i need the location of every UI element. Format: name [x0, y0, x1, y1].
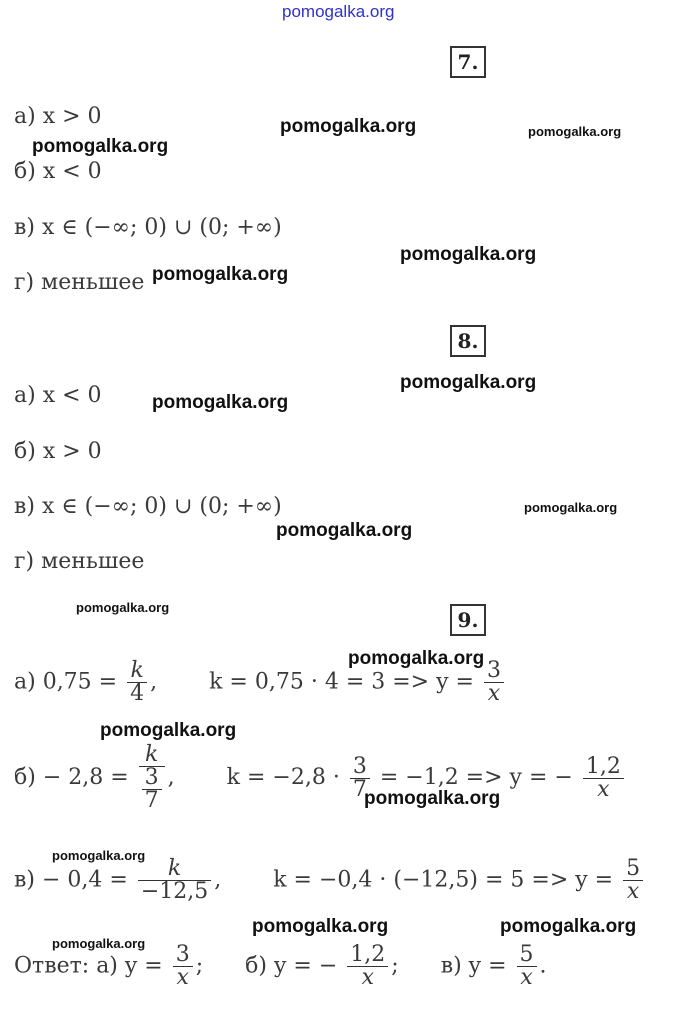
answer-b-fraction	[347, 944, 388, 989]
watermark: pomogalka.org	[400, 244, 537, 265]
watermark: pomogalka.org	[400, 372, 537, 393]
task-7-number: 7.	[450, 46, 486, 78]
watermark: pomogalka.org	[52, 936, 146, 951]
frac-denominator: 4	[127, 682, 147, 705]
task-9-a-comma: ,	[150, 669, 158, 695]
task-8-answer-v: в) x ∈ (−∞; 0) ∪ (0; +∞)	[14, 494, 282, 519]
watermark: pomogalka.org	[152, 392, 289, 413]
watermark: pomogalka.org	[348, 648, 485, 669]
frac-numerator: 3	[175, 942, 190, 967]
frac-numerator: 3	[352, 753, 367, 779]
task-8-answer-g: г) меньшее	[14, 549, 145, 574]
answer-v-label: в) y =	[440, 953, 507, 979]
frac-denominator: 7	[142, 789, 162, 812]
frac-numerator: 5	[626, 856, 641, 881]
frac-denominator: 7	[350, 778, 370, 801]
watermark: pomogalka.org	[52, 848, 146, 863]
frac-denominator: x	[347, 966, 388, 989]
answer-sep-1: ;	[195, 953, 204, 979]
task-9-a-fraction	[127, 660, 147, 705]
frac-numerator: 1,2	[585, 753, 621, 779]
task-9-v-fraction	[138, 858, 211, 903]
frac-numerator: k	[145, 742, 159, 767]
task-9-b-fraction	[139, 744, 165, 812]
frac-denominator: x	[517, 966, 537, 989]
frac-numerator: 3	[144, 765, 159, 790]
nested-fraction	[142, 767, 162, 812]
task-9-b-calc1: k = −2,8 ·	[226, 765, 340, 790]
frac-numerator: k	[167, 856, 182, 881]
answer-v-fraction	[517, 944, 537, 989]
watermark: pomogalka.org	[252, 916, 389, 937]
site-watermark-top: pomogalka.org	[282, 2, 395, 21]
watermark: pomogalka.org	[32, 136, 169, 157]
watermark: pomogalka.org	[280, 116, 417, 137]
task-8-answer-b: б) x > 0	[14, 439, 102, 464]
task-9-line-v	[14, 858, 646, 903]
task-9-a-calc: k = 0,75 · 4 = 3 => y =	[209, 669, 474, 695]
answer-label: Ответ: а) y =	[14, 953, 163, 979]
frac-numerator: k	[130, 658, 144, 683]
task-9-v-prefix: в) − 0,4 =	[14, 867, 128, 893]
frac-denominator: x	[173, 966, 193, 989]
task-9-line-b	[14, 744, 627, 812]
task-9-v-result	[623, 858, 643, 903]
answer-b-label: б) y = −	[245, 953, 338, 979]
frac-denominator: −12,5	[138, 880, 211, 903]
frac-denominator: x	[484, 682, 504, 705]
task-9-a-prefix: а) 0,75 =	[14, 669, 118, 695]
frac-numerator: 1,2	[350, 942, 386, 967]
frac-denominator: x	[623, 880, 643, 903]
watermark: pomogalka.org	[528, 124, 622, 139]
task-9-v-calc: k = −0,4 · (−12,5) = 5 => y =	[273, 867, 614, 893]
answer-sep-2: ;	[391, 953, 399, 979]
watermark: pomogalka.org	[524, 500, 618, 515]
frac-numerator: 3	[486, 658, 501, 683]
frac-numerator: 5	[519, 942, 534, 967]
task-9-b-calc2: = −1,2 => y = −	[379, 765, 573, 790]
watermark: pomogalka.org	[100, 720, 237, 741]
answer-end: .	[539, 953, 547, 979]
watermark: pomogalka.org	[276, 520, 413, 541]
watermark: pomogalka.org	[152, 264, 289, 285]
frac-denominator: x	[583, 778, 624, 801]
watermark: pomogalka.org	[364, 788, 501, 809]
task-7-answer-g: г) меньшее	[14, 270, 145, 295]
task-9-b-result	[583, 753, 624, 802]
frac-denominator	[139, 766, 165, 812]
task-7-answer-a: а) x > 0	[14, 104, 102, 129]
task-9-v-comma: ,	[214, 867, 222, 893]
task-9-a-result	[484, 660, 504, 705]
task-7-answer-v: в) x ∈ (−∞; 0) ∪ (0; +∞)	[14, 215, 282, 240]
task-8-number: 8.	[450, 325, 486, 357]
task-9-number: 9.	[450, 604, 486, 636]
task-9-b-prefix: б) − 2,8 =	[14, 765, 129, 790]
task-8-answer-a: а) x < 0	[14, 383, 102, 408]
watermark: pomogalka.org	[76, 600, 170, 615]
task-7-answer-b: б) x < 0	[14, 159, 102, 184]
answer-a-fraction	[173, 944, 193, 989]
task-9-b-comma: ,	[167, 765, 175, 790]
watermark: pomogalka.org	[500, 916, 637, 937]
